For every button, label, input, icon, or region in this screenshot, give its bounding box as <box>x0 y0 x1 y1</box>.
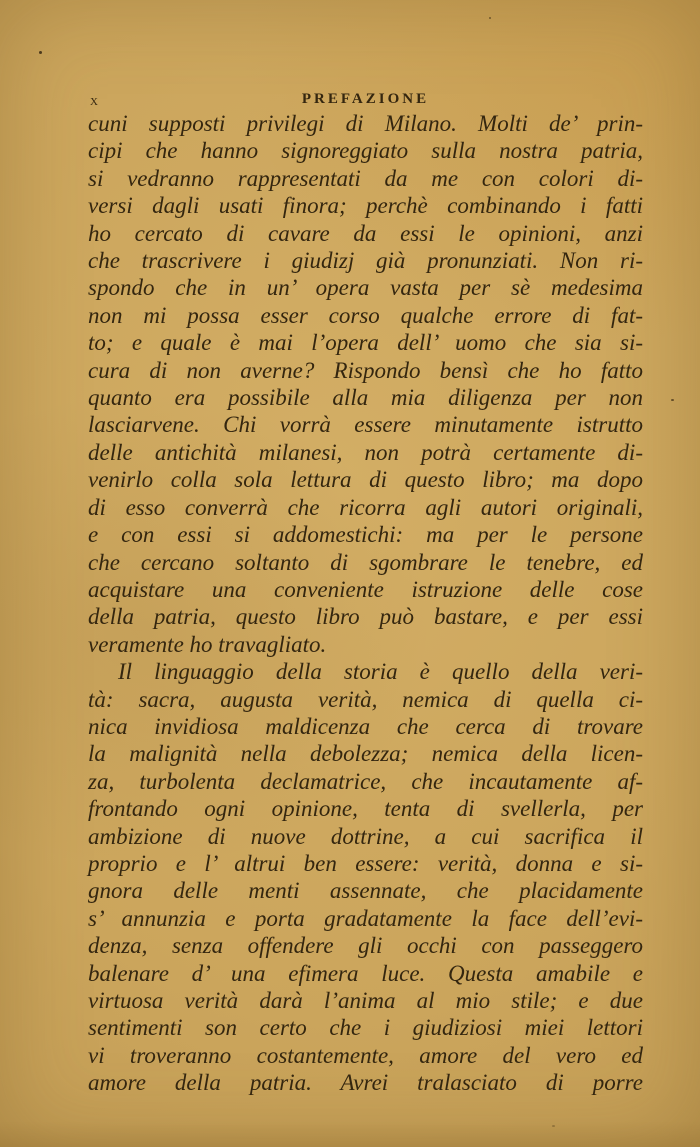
ink-speck <box>552 1125 555 1127</box>
text-line: di esso converrà che ricorra agli autori originali, <box>88 494 643 520</box>
text-line: cipi che hanno signoreggiato sulla nostra patria, <box>88 138 643 164</box>
text-line: della patria, questo libro può bastare, e per essi <box>88 604 643 630</box>
text-line: balenare d’ una efimera luce. Questa amabile e <box>88 960 643 986</box>
text-line: cura di non averne? Rispondo bensì che ho fatto <box>88 357 643 383</box>
page-title: PREFAZIONE <box>301 91 430 107</box>
text-line: amore della patria. Avrei tralasciato di porre <box>88 1070 643 1096</box>
text-line: gnora delle menti assennate, che placidamente <box>88 878 643 904</box>
page-number: x <box>90 92 99 109</box>
text-line: ho cercato di cavare da essi le opinioni, anzi <box>88 220 643 246</box>
page-header <box>88 91 643 111</box>
text-line: denza, senza offendere gli occhi con passeggero <box>88 933 643 959</box>
text-line: tà: sacra, augusta verità, nemica di quella ci- <box>88 686 643 712</box>
text-line: frontando ogni opinione, tenta di svellerla, per <box>88 796 643 822</box>
text-line: vi troveranno costantemente, amore del vero ed <box>88 1042 643 1068</box>
text-line: veramente ho travagliato. <box>88 631 327 657</box>
text-line: si vedranno rappresentati da me con colori di- <box>88 165 643 191</box>
text-line: sentimenti son certo che i giudiziosi miei lettori <box>88 1015 643 1041</box>
paragraph <box>88 658 643 1097</box>
text-line: versi dagli usati finora; perchè combinando i fatti <box>88 193 643 219</box>
text-line: nica invidiosa maldicenza che cerca di trovare <box>88 713 643 739</box>
text-line: la malignità nella debolezza; nemica della licen- <box>88 741 643 767</box>
ink-speck <box>671 399 674 401</box>
ink-speck <box>489 17 491 19</box>
text-line: quanto era possibile alla mia diligenza per non <box>88 385 643 411</box>
text-line: che cercano soltanto di sgombrare le tenebre, ed <box>88 549 643 575</box>
text-line: proprio e l’ altrui ben essere: verità, donna e si- <box>88 850 643 876</box>
text-line: e con essi si addomestichi: ma per le persone <box>88 522 643 548</box>
ink-speck <box>39 51 42 54</box>
text-line: s’ annunzia e porta gradatamente la face dell’evi- <box>88 905 643 931</box>
paragraph <box>88 110 643 658</box>
text-line: acquistare una conveniente istruzione delle cose <box>88 576 643 602</box>
text-line: lasciarvene. Chi vorrà essere minutamente istrutto <box>88 412 643 438</box>
text-line: za, turbolenta declamatrice, che incautamente af- <box>88 768 643 794</box>
text-line: ambizione di nuove dottrine, a cui sacrifica il <box>88 823 643 849</box>
text-line: venirlo colla sola lettura di questo libro; ma dopo <box>88 467 643 493</box>
text-line: non mi possa esser corso qualche errore di fat- <box>88 302 643 328</box>
text-line: spondo che in un’ opera vasta per sè medesima <box>88 275 643 301</box>
page-bottom-shade <box>0 1121 700 1147</box>
text-line: Il linguaggio della storia è quello della veri- <box>118 659 643 685</box>
text-line: virtuosa verità darà l’anima al mio stile; e due <box>88 988 643 1013</box>
text-line: cuni supposti privilegi di Milano. Molti de’ prin- <box>88 111 643 136</box>
text-block <box>88 110 643 1097</box>
text-line: delle antichità milanesi, non potrà certamente di- <box>88 439 643 465</box>
text-line: che trascrivere i giudizj già pronunziati. Non ri- <box>88 248 643 274</box>
text-line: to; e quale è mai l’opera dell’ uomo che sia si- <box>88 330 643 356</box>
